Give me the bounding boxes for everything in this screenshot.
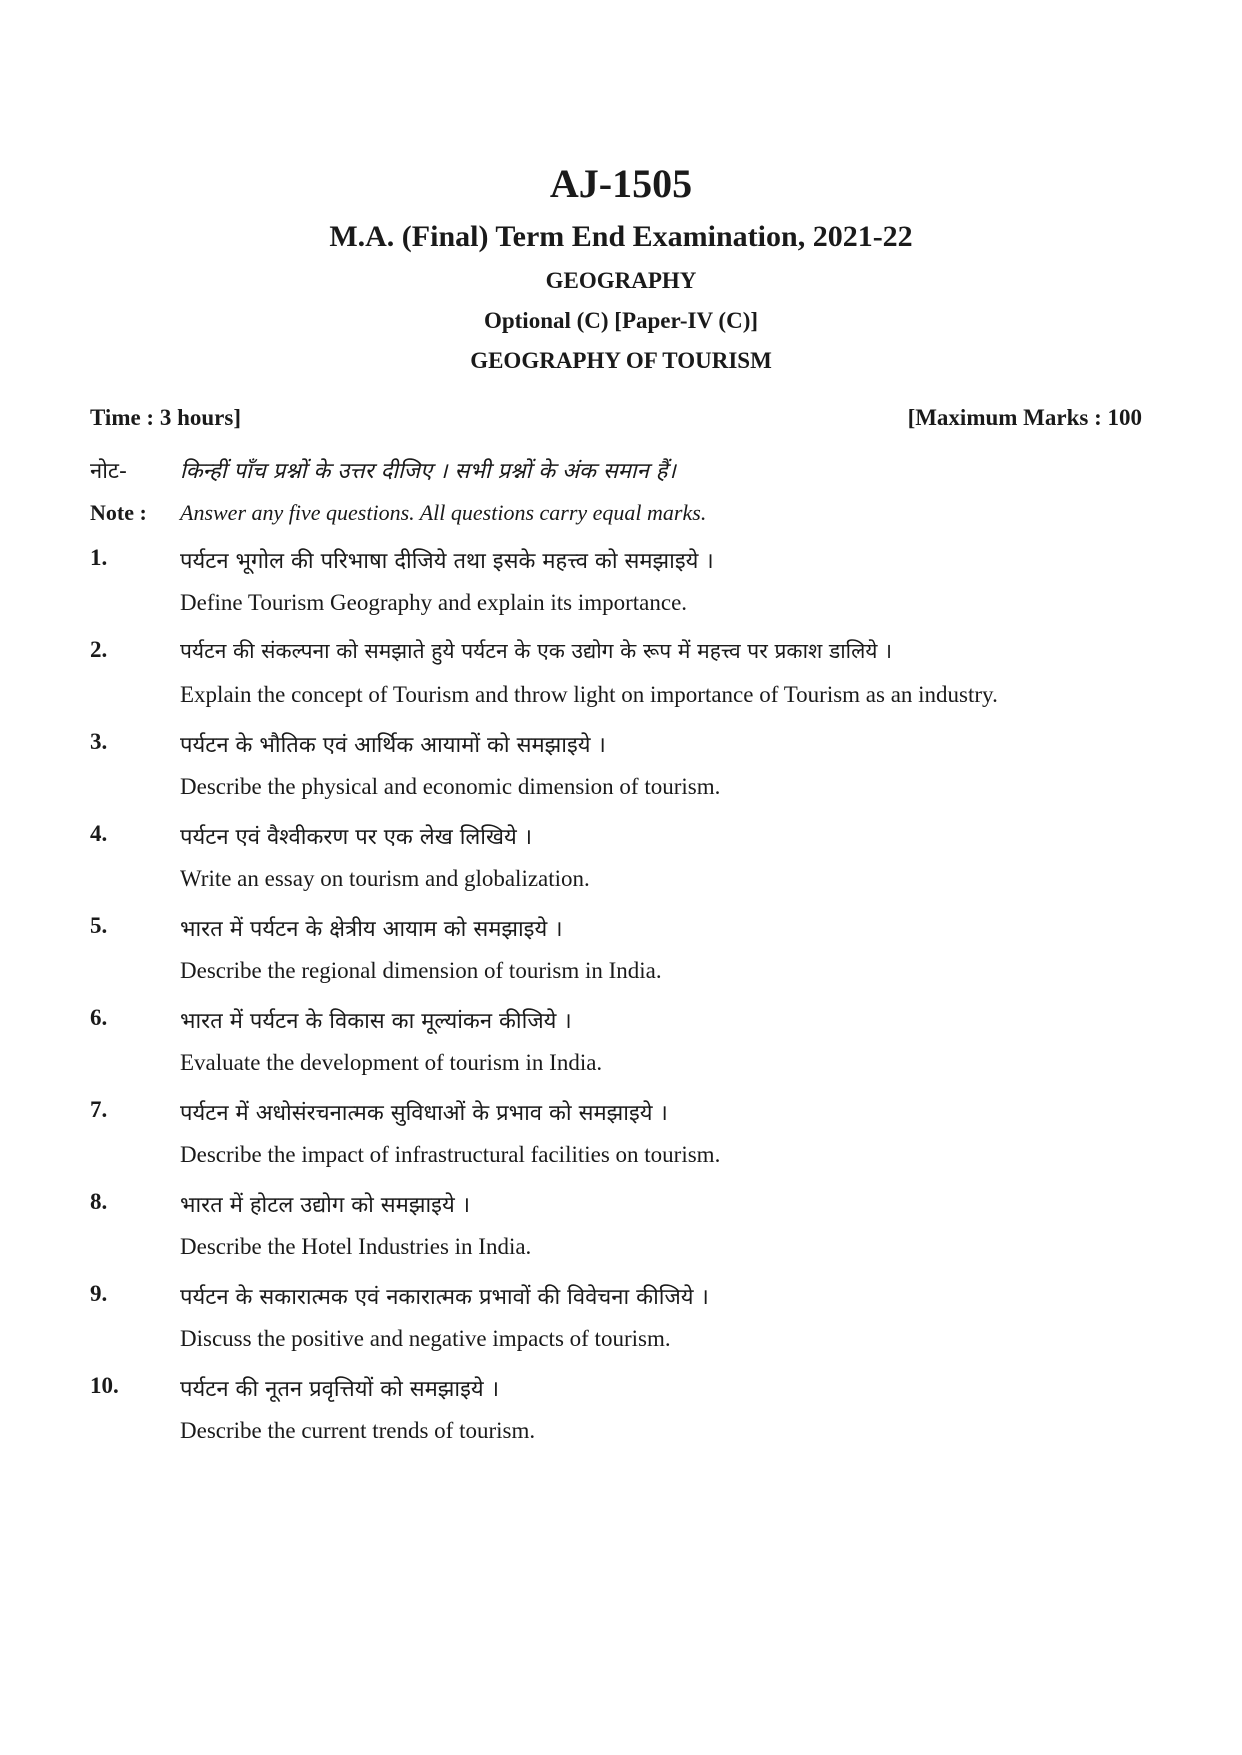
question-number: 4. <box>90 821 108 846</box>
note-english-text: Answer any five questions. All questions carry equal marks. <box>180 500 707 525</box>
question-hindi: पर्यटन के भौतिक एवं आर्थिक आयामों को समझाइये । <box>180 733 606 758</box>
question-english: Describe the current trends of tourism. <box>180 1418 536 1443</box>
question-english: Describe the physical and economic dimension of tourism. <box>180 774 721 799</box>
question-english: Explain the concept of Tourism and throw light on importance of Tourism as an industry. <box>180 682 998 707</box>
question-hindi: पर्यटन भूगोल की परिभाषा दीजिये तथा इसके महत्त्व को समझाइये । <box>180 549 714 574</box>
optional-paper-label: Optional (C) [Paper-IV (C)] <box>483 308 759 333</box>
time-allowed: Time : 3 hours] <box>90 405 241 430</box>
question-3 <box>90 729 1170 821</box>
question-list <box>90 545 1170 1465</box>
question-number: 9. <box>90 1281 108 1306</box>
question-number: 10. <box>90 1373 119 1398</box>
question-5 <box>90 913 1170 1005</box>
paper-code: AJ-1505 <box>549 161 693 206</box>
question-hindi: पर्यटन के सकारात्मक एवं नकारात्मक प्रभावों की विवेचना कीजिये । <box>180 1285 709 1310</box>
question-hindi: भारत में पर्यटन के क्षेत्रीय आयाम को समझाइये । <box>180 917 563 942</box>
question-4 <box>90 821 1170 913</box>
note-hindi-text: किन्हीं पाँच प्रश्नों के उत्तर दीजिए । सभी प्रश्नों के अंक समान हैं। <box>180 459 676 484</box>
subject-title: GEOGRAPHY <box>545 268 697 293</box>
note-english-label: Note : <box>90 500 147 525</box>
question-6 <box>90 1005 1170 1097</box>
question-english: Describe the Hotel Industries in India. <box>180 1234 532 1259</box>
question-hindi: पर्यटन की संकल्पना को समझाते हुये पर्यटन के एक उद्योग के रूप में महत्त्व पर प्रकाश डालिये । <box>180 639 893 663</box>
question-number: 1. <box>90 545 108 570</box>
exam-title: M.A. (Final) Term End Examination, 2021-22 <box>329 220 913 253</box>
question-number: 6. <box>90 1005 108 1030</box>
question-english: Write an essay on tourism and globalization. <box>180 866 590 891</box>
question-english: Describe the regional dimension of tourism in India. <box>180 958 662 983</box>
question-9 <box>90 1281 1170 1373</box>
question-2 <box>90 637 1170 729</box>
question-number: 8. <box>90 1189 108 1214</box>
maximum-marks: [Maximum Marks : 100 <box>907 405 1142 430</box>
question-hindi: पर्यटन एवं वैश्वीकरण पर एक लेख लिखिये । <box>180 825 533 850</box>
question-hindi: भारत में पर्यटन के विकास का मूल्यांकन कीजिये । <box>180 1009 572 1034</box>
question-number: 7. <box>90 1097 108 1122</box>
note-hindi <box>90 455 1150 485</box>
note-english <box>90 500 1150 526</box>
question-8 <box>90 1189 1170 1281</box>
question-hindi: भारत में होटल उद्योग को समझाइये । <box>180 1193 471 1218</box>
question-english: Discuss the positive and negative impacts of tourism. <box>180 1326 671 1351</box>
question-10 <box>90 1373 1170 1465</box>
question-english: Evaluate the development of tourism in India. <box>180 1050 603 1075</box>
question-hindi: पर्यटन की नूतन प्रवृत्तियों को समझाइये । <box>180 1377 500 1402</box>
note-hindi-label: नोट- <box>90 459 127 484</box>
question-number: 3. <box>90 729 108 754</box>
question-english: Define Tourism Geography and explain its importance. <box>180 590 688 615</box>
paper-title: GEOGRAPHY OF TOURISM <box>470 348 772 373</box>
question-english: Describe the impact of infrastructural facilities on tourism. <box>180 1142 721 1167</box>
question-1 <box>90 545 1170 637</box>
question-hindi: पर्यटन में अधोसंरचनात्मक सुविधाओं के प्रभाव को समझाइये । <box>180 1101 668 1126</box>
question-7 <box>90 1097 1170 1189</box>
question-number: 2. <box>90 637 108 662</box>
question-number: 5. <box>90 913 108 938</box>
